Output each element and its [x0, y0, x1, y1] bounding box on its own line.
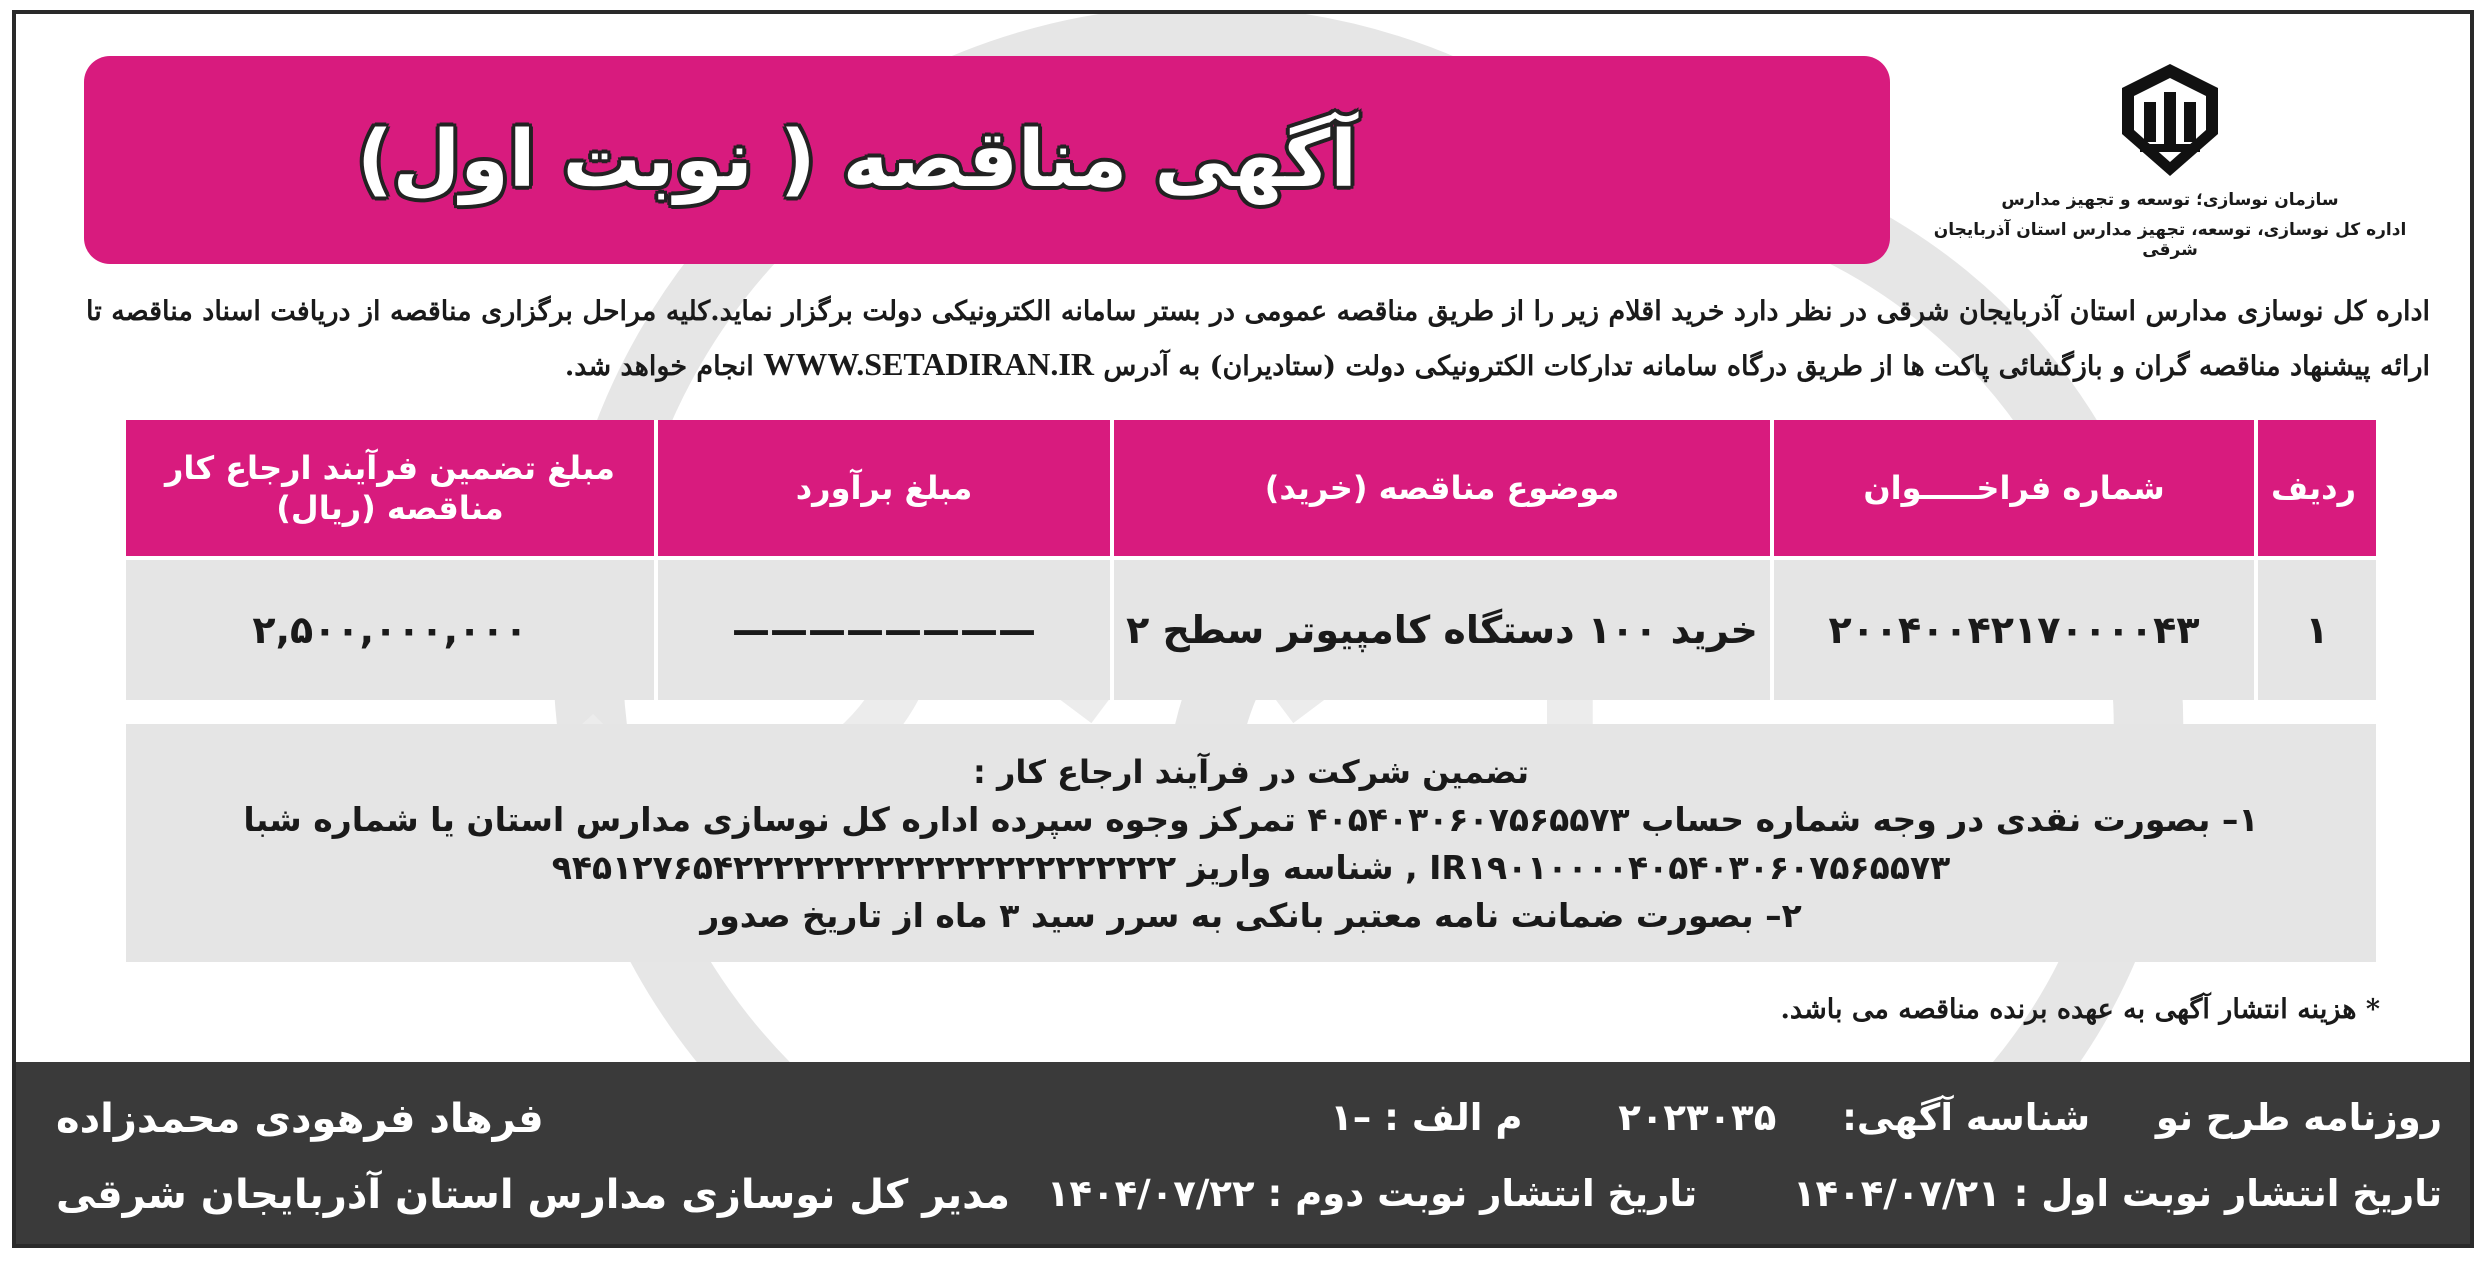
footer-dates-row: [1047, 1172, 2442, 1215]
signer-name: فرهاد فرهودی محمدزاده: [56, 1096, 544, 1142]
cell-row-number: ۱: [2256, 558, 2376, 700]
intro-text-part2: انجام خواهد شد.: [564, 351, 754, 382]
intro-paragraph: [86, 286, 2430, 393]
page-title: آگهی مناقصه ( نوبت اول): [356, 115, 1358, 205]
guarantee-line-3: ۲– بصورت ضمانت نامه معتبر بانکی به سرر سید ۳ ماه از تاریخ صدور: [700, 896, 1802, 935]
organization-logo-block: [1910, 60, 2430, 270]
cell-guarantee-amount: ۲,۵۰۰,۰۰۰,۰۰۰: [126, 558, 656, 700]
organization-logo-icon: [2110, 60, 2230, 180]
footer-publication-row: [1330, 1096, 2442, 1139]
table-header-row: [126, 420, 2376, 558]
cell-subject: خرید ۱۰۰ دستگاه کامپیوتر سطح ۲: [1112, 558, 1772, 700]
website-link[interactable]: WWW.SETADIRAN.IR: [763, 346, 1094, 382]
footnote: * هزینه انتشار آگهی به عهده برنده مناقصه می باشد.: [1780, 994, 2380, 1025]
tender-table: [126, 420, 2376, 700]
header-guarantee-amount: مبلغ تضمین فرآیند ارجاع کار مناقصه (ریال): [126, 420, 656, 558]
advertisement-frame: [12, 10, 2474, 1248]
department-name: اداره کل نوسازی، توسعه، تجهیز مدارس استان آذربایجان شرقی: [1933, 220, 2407, 260]
guarantee-line-2: IR۱۹۰۱۰۰۰۰۴۰۵۴۰۳۰۶۰۷۵۶۵۵۷۳ , شناسه واریز ۹۴۵۱۲۷۶۵۴۲۲۲۲۲۲۲۲۲۲۲۲۲۲۲۲۲۲۲۲۲۲: [551, 848, 1951, 887]
newspaper-name: روزنامه طرح نو: [2155, 1096, 2442, 1139]
cell-call-number: ۲۰۰۴۰۰۴۲۱۷۰۰۰۰۴۳: [1772, 558, 2256, 700]
cell-estimate: ————————: [656, 558, 1112, 700]
header-call-number: شماره فراخـــــوان: [1772, 420, 2256, 558]
header-row-number: ردیف: [2256, 420, 2376, 558]
first-pub-date: ۱۴۰۴/۰۷/۲۱: [1792, 1172, 2001, 1215]
ad-id: ۲۰۲۳۰۳۵: [1618, 1096, 1777, 1139]
header-estimate: مبلغ برآورد: [656, 420, 1112, 558]
second-pub-date: ۱۴۰۴/۰۷/۲۲: [1046, 1172, 1255, 1215]
footer-bar: [16, 1062, 2470, 1244]
guarantee-title: تضمین شرکت در فرآیند ارجاع کار :: [973, 753, 1529, 791]
title-banner: [84, 56, 1890, 264]
header-subject: موضوع مناقصه (خرید): [1112, 420, 1772, 558]
organization-name: سازمان نوسازی؛ توسعه و تجهیز مدارس: [2001, 190, 2339, 210]
ad-code: م الف : –۱: [1330, 1096, 1523, 1139]
ad-id-label: شناسه آگهی:: [1842, 1096, 2091, 1139]
guarantee-line-1: ۱– بصورت نقدی در وجه شماره حساب ۴۰۵۴۰۳۰۶۰۷۵۶۵۵۷۳ تمرکز وجوه سپرده اداره کل نوسازی مدارس استان یا شماره شبا: [243, 800, 2259, 839]
table-row: [126, 558, 2376, 700]
guarantee-section: [126, 724, 2376, 962]
second-pub-label: تاریخ انتشار نوبت دوم :: [1267, 1172, 1698, 1215]
intro-text-part1: اداره کل نوسازی مدارس استان آذربایجان شرقی در نظر دارد خرید اقلام زیر را از طریق مناقصه عمومی در بستر سامانه الکترونیکی دولت برگزار نماید.کلیه مراحل برگزاری مناقصه از دریافت اسناد مناقصه تا ارائه پیشنهاد مناقصه گران و بازگشائی پاکت ها از طریق درگاه سامانه تدارکات الکترونیکی دولت (ستادیران) به آدرس: [86, 296, 2430, 382]
signer-position: مدیر کل نوسازی مدارس استان آذربایجان شرقی: [56, 1172, 1010, 1218]
first-pub-label: تاریخ انتشار نوبت اول :: [2013, 1172, 2442, 1215]
